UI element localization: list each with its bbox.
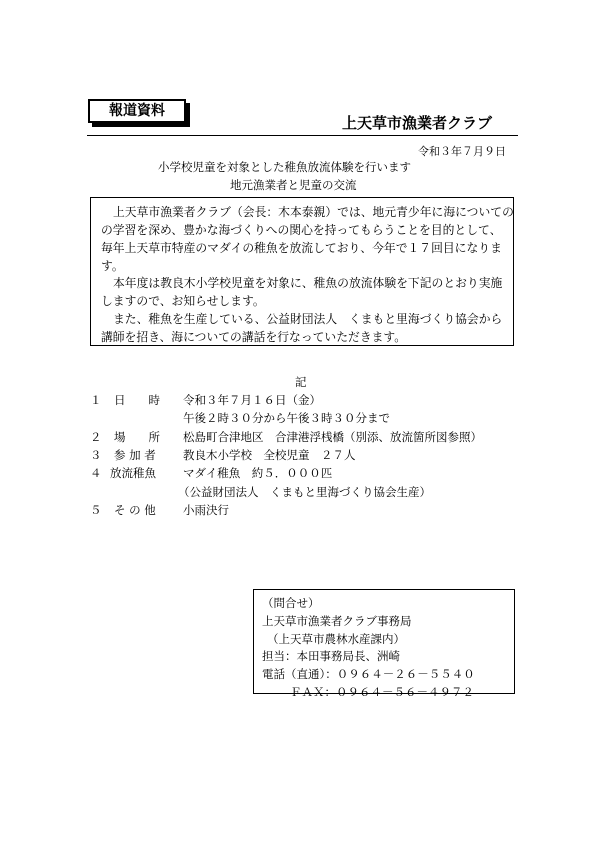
detail-label: 参 加 者 xyxy=(114,448,156,462)
header-divider xyxy=(87,135,518,136)
detail-value: 令和３年７月１６日（金） xyxy=(183,393,321,407)
summary-line: の学習を深め、豊かな海づくりへの関心を持ってもらうことを目的として、 xyxy=(101,223,502,237)
detail-label: 場 所 xyxy=(114,430,160,444)
detail-number: ４ xyxy=(90,466,102,480)
detail-value: （公益財団法人 くまもと里海づくり協会生産） xyxy=(178,485,431,499)
detail-value: 小雨決行 xyxy=(183,503,229,517)
detail-value: マダイ稚魚 約５．０００匹 xyxy=(183,466,333,480)
document-title: 小学校児童を対象とした稚魚放流体験を行います xyxy=(158,160,411,174)
detail-number: １ xyxy=(90,393,102,407)
summary-line: 講師を招き、海についての講話を行なっていただきます。 xyxy=(101,330,407,344)
detail-number: ２ xyxy=(90,430,102,444)
detail-value: 教良木小学校 全校児童 ２７人 xyxy=(183,448,356,462)
summary-line: 上天草市漁業者クラブ（会長：木本泰親）では、地元青少年に海についての xyxy=(113,205,514,219)
detail-value: 午後２時３０分から午後３時３０分まで xyxy=(183,411,390,425)
summary-line: また、稚魚を生産している、公益財団法人 くまもと里海づくり協会から xyxy=(113,312,503,326)
press-release-label-text: 報道資料 xyxy=(88,99,186,123)
contact-heading: （問合せ） xyxy=(262,596,320,610)
summary-line: す。 xyxy=(101,259,124,273)
summary-line: 毎年上天草市特産のマダイの稚魚を放流しており、今年で１７回目になりま xyxy=(101,241,502,255)
detail-number: ５ xyxy=(90,503,102,517)
summary-line: 本年度は教良木小学校児童を対象に、稚魚の放流体験を下記のとおり実施 xyxy=(113,276,503,290)
detail-label: そ の 他 xyxy=(114,503,156,517)
contact-section: （上天草市農林水産課内） xyxy=(267,632,405,646)
contact-person: 担当：本田事務局長、洲崎 xyxy=(262,649,400,663)
document-subtitle: 地元漁業者と児童の交流 xyxy=(230,178,357,192)
organization-title: 上天草市漁業者クラブ xyxy=(342,114,493,132)
detail-label: 日 時 xyxy=(114,393,160,407)
contact-fax: ＦＡＸ：０９６４－５６－４９７２ xyxy=(290,685,474,699)
issue-date: 令和３年７月９日 xyxy=(418,145,506,158)
notation-ki: 記 xyxy=(295,375,307,389)
press-release-label xyxy=(88,99,190,127)
detail-label: 放流稚魚 xyxy=(110,466,156,480)
contact-phone: 電話（直通）：０９６４－２６－５５４０ xyxy=(262,667,475,681)
detail-number: ３ xyxy=(90,448,102,462)
summary-line: しますので、お知らせします。 xyxy=(101,294,265,308)
detail-value: 松島町合津地区 合津港浮桟橋（別添、放流箇所図参照） xyxy=(183,430,482,444)
contact-office: 上天草市漁業者クラブ事務局 xyxy=(262,614,412,628)
